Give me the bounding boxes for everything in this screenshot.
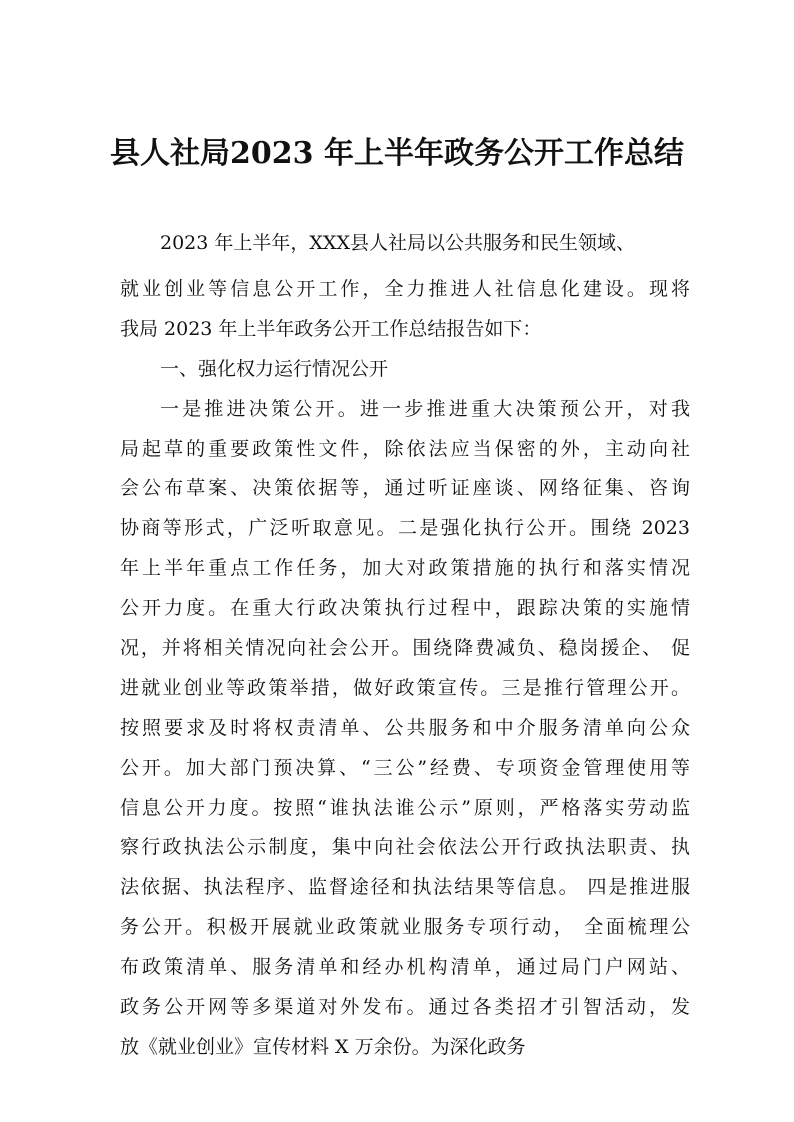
paragraph-line: 务公开。积极开展就业政策就业服务专项行动， 全面梳理公: [120, 916, 690, 939]
paragraph-line: 一是推进决策公开。进一步推进重大决策预公开，对我: [160, 397, 690, 420]
paragraph-line: 年上半年重点工作任务，加大对政策措施的执行和落实情况: [120, 557, 690, 580]
document-title: 县人社局2023 年上半年政务公开工作总结: [110, 136, 684, 171]
paragraph-line: 协商等形式，广泛听取意见。二是强化执行公开。围绕 2023: [120, 517, 690, 540]
paragraph-line: 况，并将相关情况向社会公开。围绕降费减负、稳岗援企、 促: [120, 637, 690, 660]
paragraph-line: 局起草的重要政策性文件，除依法应当保密的外，主动向社: [120, 437, 690, 460]
paragraph-line: 政务公开网等多渠道对外发布。通过各类招才引智活动，发: [120, 996, 690, 1019]
section-heading: 一、强化权力运行情况公开: [160, 357, 389, 380]
paragraph-line: 2023 年上半年，XXX县人社局以公共服务和民生领域、: [160, 232, 635, 254]
paragraph-line: 按照要求及时将权责清单、公共服务和中介服务清单向公众: [120, 716, 690, 739]
paragraph-line: 察行政执法公示制度，集中向社会依法公开行政执法职责、执: [120, 836, 690, 859]
paragraph-line: 我局 2023 年上半年政务公开工作总结报告如下：: [120, 317, 542, 340]
paragraph-line: 公开力度。在重大行政决策执行过程中，跟踪决策的实施情: [120, 597, 690, 620]
document-body: [120, 224, 690, 1068]
paragraph-line: 会公布草案、决策依据等，通过听证座谈、网络征集、咨询: [120, 477, 690, 500]
paragraph-line: 公开。加大部门预决算、“三公”经费、专项资金管理使用等: [120, 756, 690, 779]
paragraph-line: 就业创业等信息公开工作，全力推进人社信息化建设。现将: [120, 278, 690, 300]
paragraph-line: 进就业创业等政策举措，做好政策宣传。三是推行管理公开。: [120, 676, 690, 699]
paragraph-line: 放《就业创业》宣传材料 X 万余份。为深化政务: [120, 1035, 526, 1058]
paragraph-line: 信息公开力度。按照“谁执法谁公示”原则，严格落实劳动监: [120, 796, 690, 819]
paragraph-line: 法依据、执法程序、监督途径和执法结果等信息。 四是推进服: [120, 876, 690, 899]
paragraph-line: 布政策清单、服务清单和经办机构清单，通过局门户网站、: [120, 956, 690, 979]
